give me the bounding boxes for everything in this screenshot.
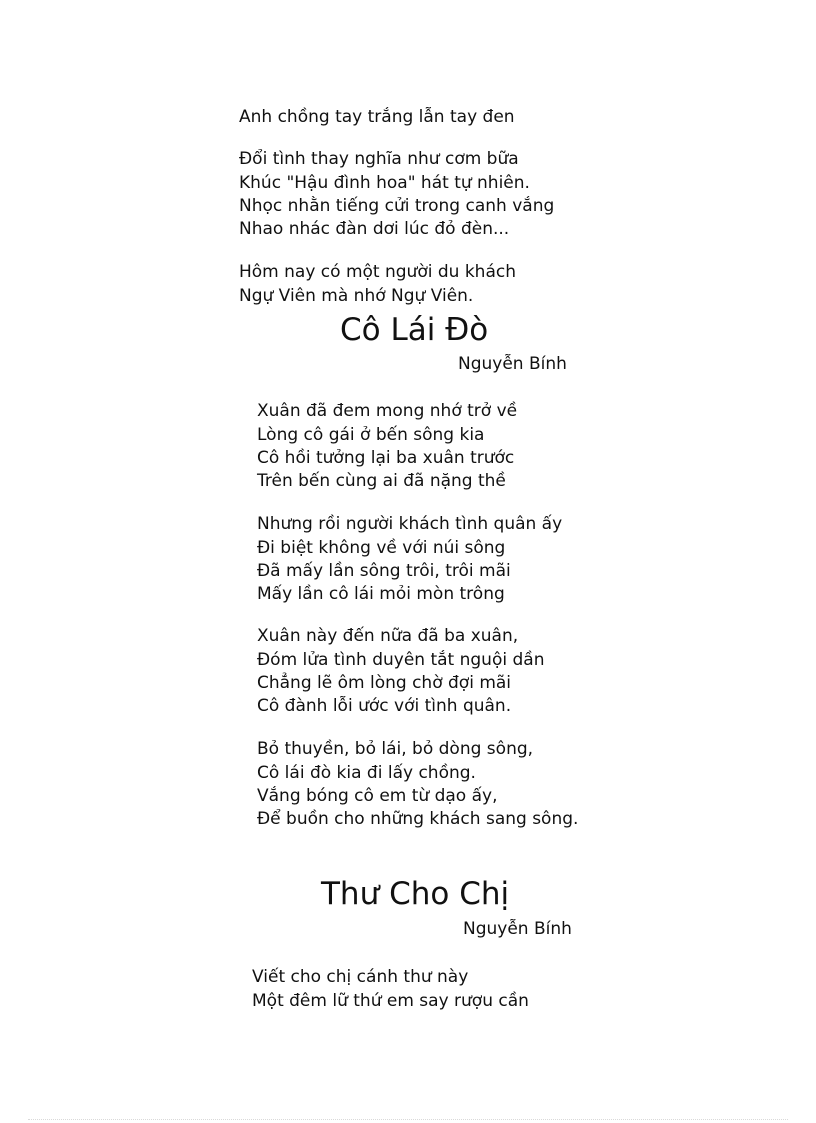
poem-line: Trên bến cùng ai đã nặng thề — [257, 471, 506, 491]
poem-line: Xuân này đến nữa đã ba xuân, — [257, 626, 519, 646]
poem-title: Thư Cho Chị — [321, 876, 510, 912]
poem-line: Để buồn cho những khách sang sông. — [257, 809, 579, 829]
poem-line: Viết cho chị cánh thư này — [252, 967, 469, 987]
poem-line: Một đêm lữ thứ em say rượu cần — [252, 991, 529, 1011]
poem-line: Nhưng rồi người khách tình quân ấy — [257, 514, 563, 534]
poem-line: Cô hồi tưởng lại ba xuân trước — [257, 448, 515, 468]
poem-line: Chẳng lẽ ôm lòng chờ đợi mãi — [257, 673, 512, 693]
poem-line: Khúc "Hậu đình hoa" hát tự nhiên. — [239, 173, 530, 193]
poem-line: Đi biệt không về với núi sông — [257, 538, 506, 558]
poem-line: Nhọc nhằn tiếng cửi trong canh vắng — [239, 196, 555, 216]
poem-line: Lòng cô gái ở bến sông kia — [257, 425, 485, 445]
poem-line: Mấy lần cô lái mỏi mòn trông — [257, 584, 505, 604]
poem-line: Ngự Viên mà nhớ Ngự Viên. — [239, 286, 474, 306]
poem-line: Đóm lửa tình duyên tắt nguội dần — [257, 650, 545, 670]
poem-line: Nhao nhác đàn dơi lúc đỏ đèn... — [239, 219, 510, 239]
poem-author: Nguyễn Bính — [463, 919, 572, 939]
poem-author: Nguyễn Bính — [458, 354, 567, 374]
poem-line: Cô lái đò kia đi lấy chồng. — [257, 763, 476, 783]
poem-line: Hôm nay có một người du khách — [239, 262, 516, 282]
poem-line: Đổi tình thay nghĩa như cơm bữa — [239, 149, 519, 169]
page-bottom-rule — [28, 1119, 788, 1120]
poem-line: Cô đành lỗi ước với tình quân. — [257, 696, 512, 716]
poem-line: Bỏ thuyền, bỏ lái, bỏ dòng sông, — [257, 739, 534, 759]
poem-line: Đã mấy lần sông trôi, trôi mãi — [257, 561, 511, 581]
poem-line: Vắng bóng cô em từ dạo ấy, — [257, 786, 498, 806]
poem-line: Xuân đã đem mong nhớ trở về — [257, 401, 518, 421]
poem-line: Anh chồng tay trắng lẫn tay đen — [239, 107, 515, 127]
poem-title: Cô Lái Đò — [340, 312, 489, 348]
